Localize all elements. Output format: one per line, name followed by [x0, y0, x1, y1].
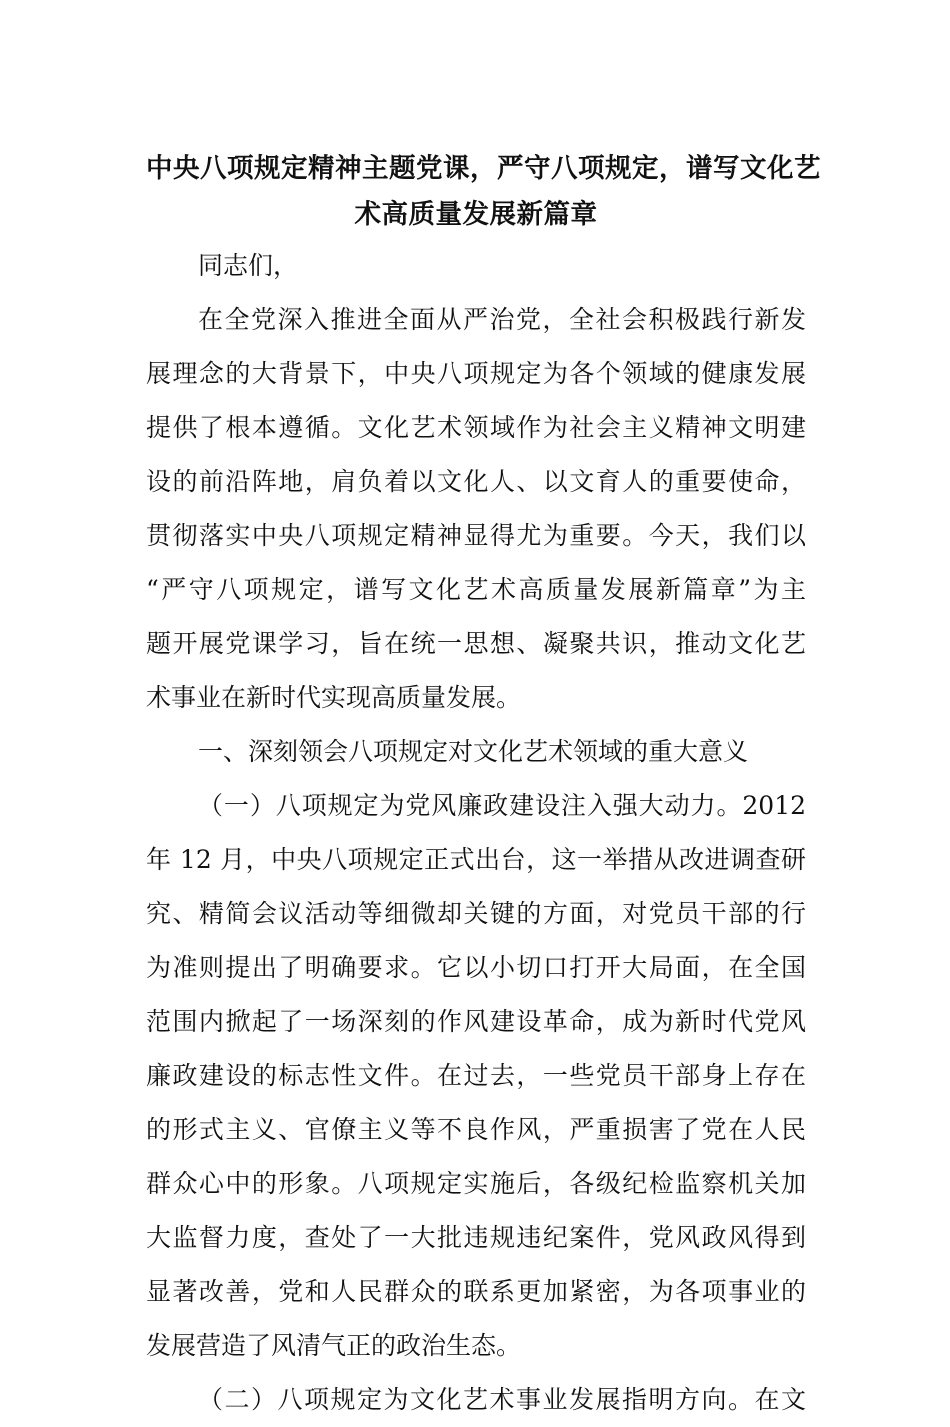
paragraph-1	[146, 779, 806, 1373]
paragraph-line: 贯彻落实中央八项规定精神显得尤为重要。今天，我们以	[146, 521, 806, 550]
document-body	[146, 239, 806, 1427]
intro-paragraph	[146, 293, 806, 725]
paragraph-line: 大监督力度，查处了一大批违规违纪案件，党风政风得到	[146, 1223, 806, 1252]
paragraph-line: 在全党深入推进全面从严治党，全社会积极践行新发	[198, 305, 806, 334]
paragraph-2	[146, 1373, 806, 1427]
paragraph-line: 究、精简会议活动等细微却关键的方面，对党员干部的行	[146, 899, 806, 928]
paragraph-line: 群众心中的形象。八项规定实施后，各级纪检监察机关加	[146, 1169, 806, 1198]
paragraph-line: 显著改善，党和人民群众的联系更加紧密，为各项事业的	[146, 1277, 806, 1306]
paragraph-line: 发展营造了风清气正的政治生态。	[146, 1331, 522, 1360]
document-title	[146, 146, 821, 238]
paragraph-line: （一）八项规定为党风廉政建设注入强大动力。2012	[198, 791, 806, 820]
paragraph-line: 范围内掀起了一场深刻的作风建设革命，成为新时代党风	[146, 1007, 806, 1036]
paragraph-line: 的形式主义、官僚主义等不良作风，严重损害了党在人民	[146, 1115, 806, 1144]
salutation: 同志们，	[198, 251, 299, 280]
paragraph-line: （二）八项规定为文化艺术事业发展指明方向。在文	[198, 1385, 806, 1414]
title-line-2: 术高质量发展新篇章	[354, 199, 598, 230]
paragraph-line: 年 12 月，中央八项规定正式出台，这一举措从改进调查研	[146, 845, 806, 874]
paragraph-line: 廉政建设的标志性文件。在过去，一些党员干部身上存在	[146, 1061, 806, 1090]
paragraph-line: 术事业在新时代实现高质量发展。	[146, 683, 522, 712]
paragraph-line: 设的前沿阵地，肩负着以文化人、以文育人的重要使命，	[146, 467, 806, 496]
paragraph-line: 提供了根本遵循。文化艺术领域作为社会主义精神文明建	[146, 413, 806, 442]
paragraph-line: “严守八项规定，谱写文化艺术高质量发展新篇章”为主	[146, 575, 806, 604]
title-line-1: 中央八项规定精神主题党课，严守八项规定，谱写文化艺	[146, 153, 821, 184]
section-heading: 一、深刻领会八项规定对文化艺术领域的重大意义	[198, 737, 749, 766]
paragraph-line: 展理念的大背景下，中央八项规定为各个领域的健康发展	[146, 359, 806, 388]
paragraph-line: 题开展党课学习，旨在统一思想、凝聚共识，推动文化艺	[146, 629, 806, 658]
paragraph-line: 为准则提出了明确要求。它以小切口打开大局面，在全国	[146, 953, 806, 982]
